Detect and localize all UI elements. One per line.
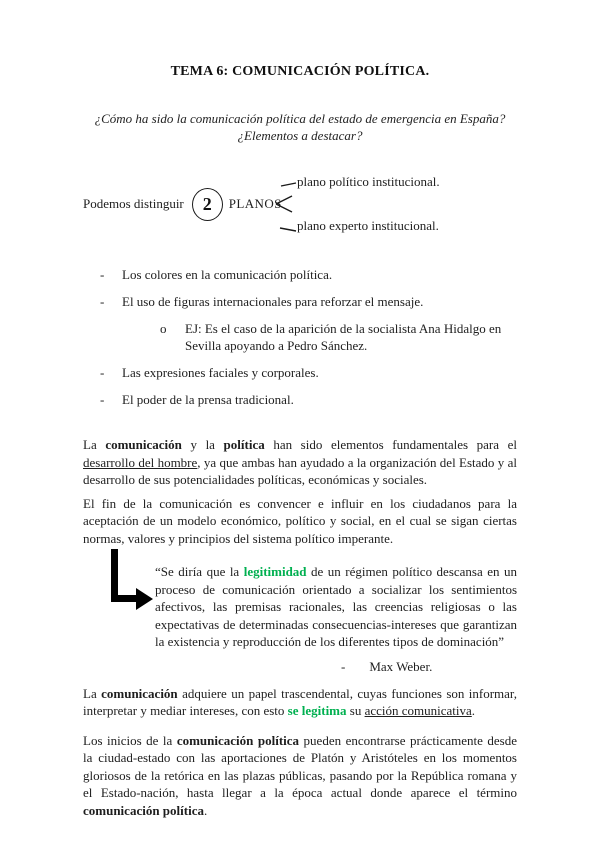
list-item-text: El uso de figuras internacionales para reforzar el mensaje. (122, 294, 424, 309)
question-line-2: ¿Elementos a destacar? (237, 128, 363, 143)
diagram-planos-label: PLANOS (228, 196, 282, 211)
paragraph-papel-trascendental (83, 685, 517, 720)
list-item-text: Los colores en la comunicación política. (122, 267, 333, 282)
text-run: pueden encontrarse prácticamente desde la ciudad-estado con las aportaciones de Platón y Aristóteles en los momentos gloriosos de la retórica en las plazas públicas, pasando por la República romana y el Estado-nación, hasta llegar a la época actual donde aparece el término (83, 732, 517, 800)
planos-diagram (0, 172, 600, 236)
branch-label-politico: plano político institucional. (297, 174, 440, 189)
text-run: . (203, 802, 208, 818)
bullet-marker: - (100, 365, 105, 380)
sub-list-item-text: EJ: Es el caso de la aparición de la socialista Ana Hidalgo en Sevilla apoyando a Pedro Sánchez. (185, 321, 502, 353)
list-item (100, 391, 517, 408)
text-run: La (83, 437, 106, 452)
corner-arrow-icon (105, 549, 155, 613)
list-item (100, 266, 517, 283)
text-run-bold: comunicación política (176, 732, 300, 748)
text-run-bold: comunicación política (83, 802, 204, 818)
quote-attribution (155, 658, 517, 675)
sub-list-item (160, 320, 517, 354)
list-item-text: El poder de la prensa tradicional. (122, 392, 294, 407)
text-run: de un régimen político descansa en un proceso de comunicación orientado a socializar los sentimientos afectivos, las premisas racionales, las creencias religiosas o las expectativas de determinadas consecuencias-intereses que garantizan la existencia y reproducción de los diferentes tipos de dominación” (155, 564, 517, 649)
text-run: , ya que ambas han ayudado a la organización del Estado y al desarrollo de sus potencialidades políticas, económicas y sociales. (83, 454, 517, 487)
attribution-author: Max Weber. (369, 658, 433, 674)
circled-number-icon: 2 (192, 188, 223, 221)
diagram-intro-text: Podemos distinguir (83, 196, 184, 211)
paragraph-inicios (83, 732, 517, 820)
list-item-text: Las expresiones faciales y corporales. (122, 365, 319, 380)
question-line-1: ¿Cómo ha sido la comunicación política del estado de emergencia en España? (94, 111, 506, 126)
text-run: Los inicios de la (83, 732, 177, 748)
weber-quote (155, 563, 517, 651)
branch-label-experto: plano experto institucional. (297, 218, 439, 233)
text-run: La (83, 685, 102, 701)
question-heading (0, 110, 600, 144)
diagram-left-group (83, 187, 282, 221)
quote-block (155, 563, 517, 651)
text-run: han sido elementos fundamentales para el (264, 437, 517, 452)
paragraph-fin-comunicacion: El fin de la comunicación es convencer e influir en los ciudadanos para la aceptación de un modelo económico, político y social, en el cual se sigan ciertas normas, valores y principios del sistema político imperante. (83, 495, 517, 546)
bullet-marker: - (100, 294, 105, 309)
text-run-bold: comunicación (101, 685, 178, 701)
text-run-bold: comunicación (105, 437, 182, 452)
text-run-underline: acción comunicativa (364, 703, 472, 718)
text-run: . (471, 703, 476, 718)
text-run-green: legitimidad (243, 564, 307, 579)
text-run-bold: política (223, 437, 265, 452)
text-run: “Se diría que la (155, 564, 244, 579)
paragraph-comunicacion-politica (83, 436, 517, 489)
attribution-dash: - (341, 658, 346, 674)
text-run-green: se legitima (287, 703, 347, 718)
bullet-marker: - (100, 392, 105, 407)
text-run: adquiere un papel trascendental, cuyas funciones son informar, interpretar y mediar intereses, con esto (83, 685, 517, 718)
bullet-list (100, 266, 517, 408)
text-run: y la (181, 437, 224, 452)
bullet-marker: - (100, 267, 105, 282)
list-item (100, 293, 517, 310)
page-title: TEMA 6: COMUNICACIÓN POLÍTICA. (170, 64, 430, 79)
text-run: su (346, 703, 365, 718)
sub-bullet-marker: o (160, 321, 167, 336)
text-run-underline: desarrollo del hombre (83, 454, 198, 470)
list-item (100, 364, 517, 381)
